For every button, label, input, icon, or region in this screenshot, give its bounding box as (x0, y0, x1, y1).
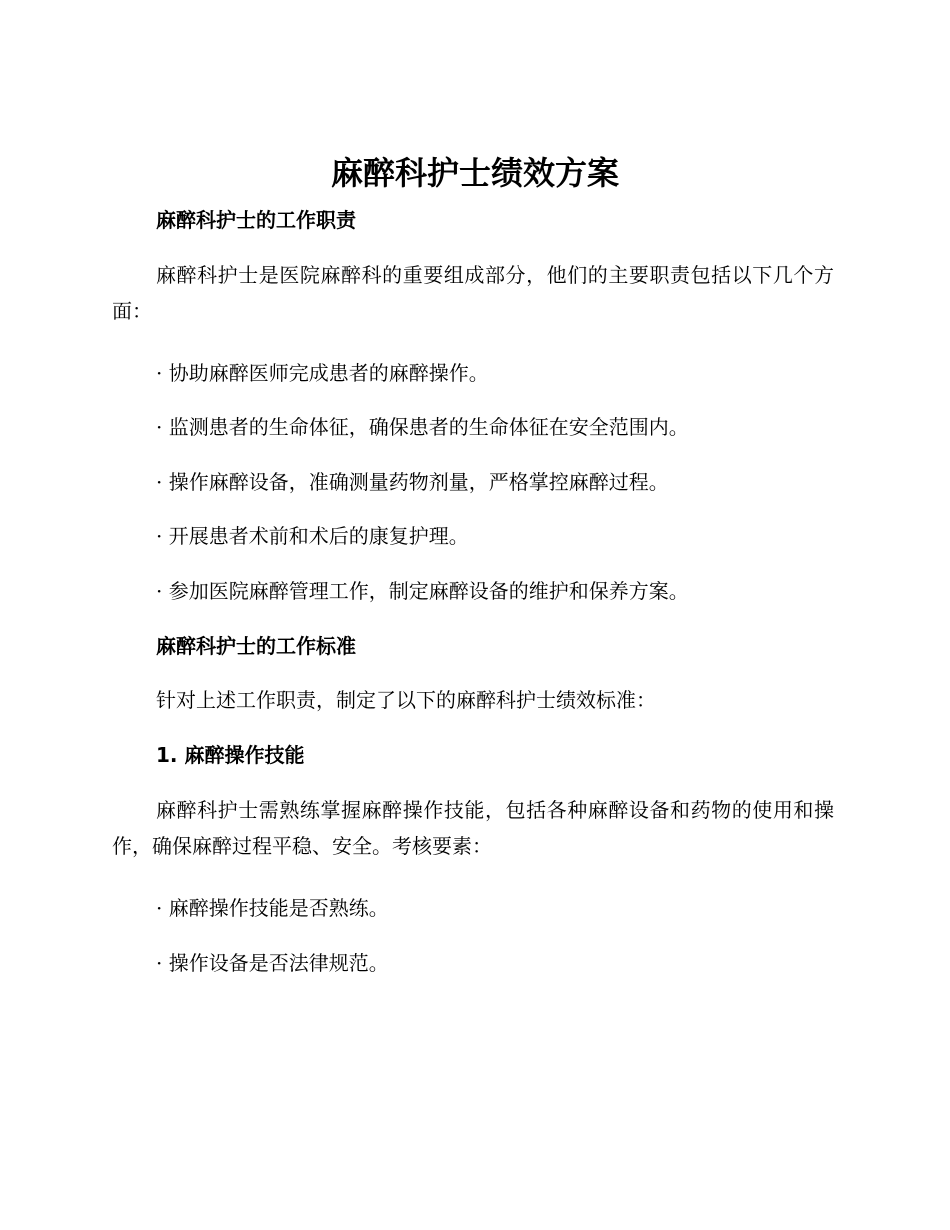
duty-item-4: · 开展患者术前和术后的康复护理。 (156, 524, 469, 548)
anesthesia-skills-paragraph: 麻醉科护士需熟练掌握麻醉操作技能，包括各种麻醉设备和药物的使用和操作，确保麻醉过程平稳、安全。考核要素： (112, 798, 834, 858)
duty-item-5: · 参加医院麻醉管理工作，制定麻醉设备的维护和保养方案。 (156, 579, 689, 603)
subsection-heading-anesthesia-skills: 1. 麻醉操作技能 (156, 743, 305, 767)
section-heading-duties: 麻醉科护士的工作职责 (156, 208, 356, 232)
assessment-item-1: · 麻醉操作技能是否熟练。 (156, 896, 389, 920)
section-heading-standards: 麻醉科护士的工作标准 (156, 634, 356, 658)
standards-intro: 针对上述工作职责，制定了以下的麻醉科护士绩效标准： (156, 688, 656, 712)
assessment-item-2: · 操作设备是否法律规范。 (156, 951, 389, 975)
duty-item-1: · 协助麻醉医师完成患者的麻醉操作。 (156, 361, 489, 385)
document-title: 麻醉科护士绩效方案 (330, 154, 619, 192)
duty-item-3: · 操作麻醉设备，准确测量药物剂量，严格掌控麻醉过程。 (156, 470, 669, 494)
duties-intro-paragraph: 麻醉科护士是医院麻醉科的重要组成部分，他们的主要职责包括以下几个方面： (112, 263, 834, 323)
duty-item-2: · 监测患者的生命体征，确保患者的生命体征在安全范围内。 (156, 415, 689, 439)
